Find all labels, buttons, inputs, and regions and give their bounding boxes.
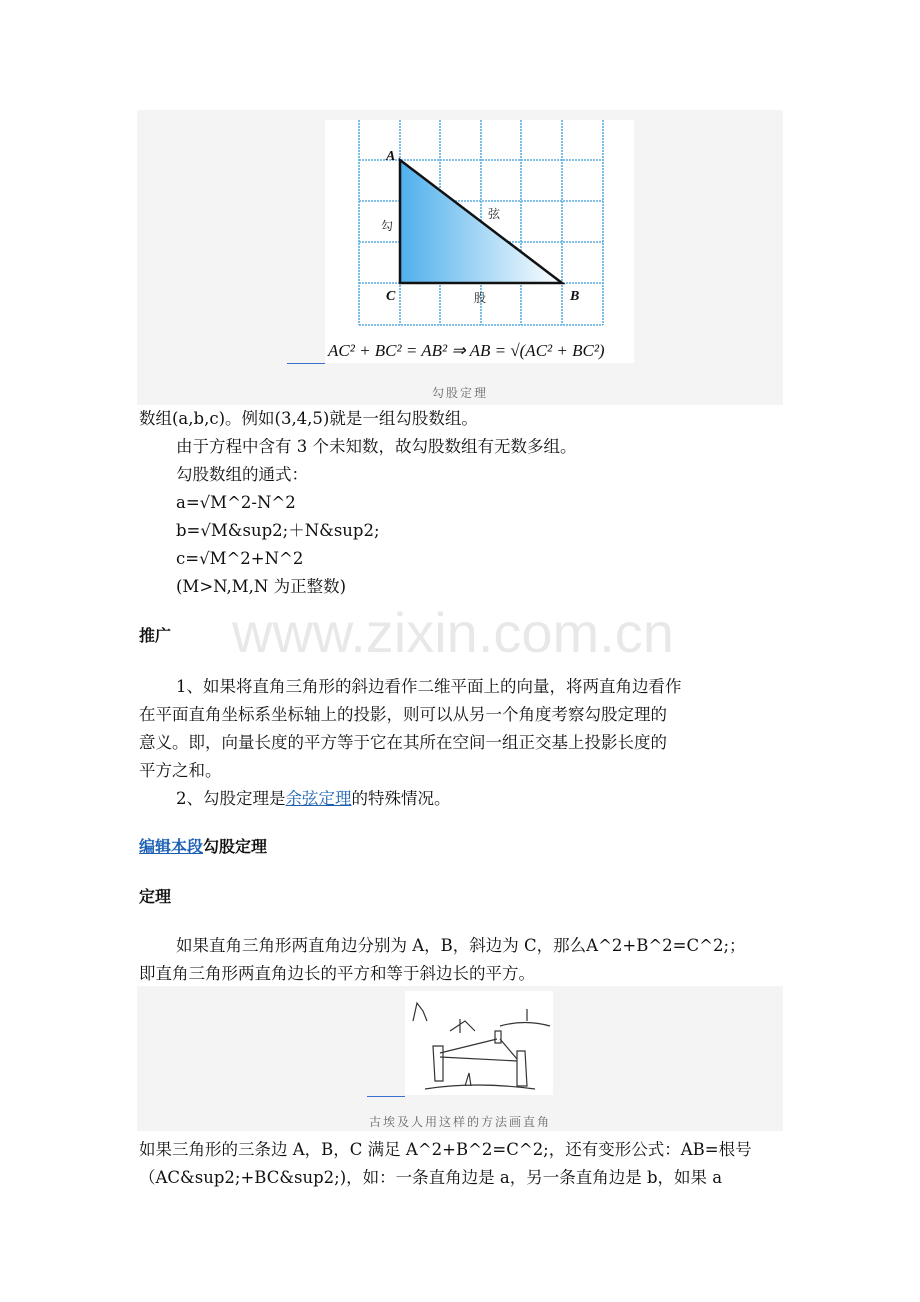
text-line: 数组(a,b,c)。例如(3,4,5)就是一组勾股数组。	[139, 409, 478, 428]
text-line: 意义。即，向量长度的平方等于它在其所在空间一组正交基上投影长度的	[139, 733, 667, 752]
label-c: C	[386, 289, 396, 304]
text-line: 如果三角形的三条边 A，B，C 满足 A^2+B^2=C^2;，还有变形公式：AB=根号	[139, 1140, 752, 1159]
link-underline	[287, 363, 325, 364]
pythagorean-diagram	[325, 120, 634, 363]
figure-caption: 勾股定理	[431, 386, 488, 400]
text-line: 由于方程中含有 3 个未知数，故勾股数组有无数多组。	[176, 437, 577, 456]
label-a: A	[386, 149, 396, 164]
heading-dingli: 定理	[139, 887, 172, 906]
text-line: 平方之和。	[139, 761, 222, 780]
text: 的特殊情况。	[351, 789, 451, 808]
text-line: 即直角三角形两直角边长的平方和等于斜边长的平方。	[139, 964, 535, 983]
watermark: www.zixin.com.cn	[232, 601, 674, 664]
label-b: B	[570, 289, 580, 304]
figure-pythagorean	[137, 110, 783, 405]
link-underline	[367, 1096, 405, 1097]
label-xian: 弦	[488, 207, 501, 221]
formula-c: c=√M^2+N^2	[176, 549, 304, 568]
link-cosine-law[interactable]: 余弦定理	[285, 789, 352, 808]
figure-egyptians	[137, 986, 783, 1131]
egyptian-rope-illustration	[405, 991, 553, 1095]
text: 2、勾股定理是	[176, 789, 286, 808]
heading-tuiguang: 推广	[139, 626, 172, 645]
formula: AC² + BC² = AB² ⇒ AB = √(AC² + BC²)	[328, 341, 605, 360]
text-line: (M>N,M,N 为正整数)	[176, 577, 347, 596]
formula-a: a=√M^2-N^2	[176, 493, 296, 512]
text-line: 在平面直角坐标系坐标轴上的投影，则可以从另一个角度考察勾股定理的	[139, 705, 667, 724]
label-gu: 股	[474, 291, 487, 305]
text-line: 如果直角三角形两直角边分别为 A，B，斜边为 C，那么A^2+B^2=C^2;；	[176, 936, 746, 955]
text-line: 勾股数组的通式：	[176, 465, 308, 484]
formula-b: b=√M&sup2;＋N&sup2;	[176, 521, 380, 540]
label-gou: 勾	[381, 219, 394, 233]
edit-section-link[interactable]: 编辑本段	[139, 837, 204, 856]
section-title: 勾股定理	[203, 837, 268, 856]
text-line: 1、如果将直角三角形的斜边看作二维平面上的向量，将两直角边看作	[176, 677, 682, 696]
text-line	[176, 785, 451, 813]
text-line: （AC&sup2;+BC&sup2;)，如：一条直角边是 a，另一条直角边是 b，如果 a	[139, 1168, 723, 1187]
section-heading	[139, 833, 267, 861]
figure-caption: 古埃及人用这样的方法画直角	[368, 1115, 551, 1129]
